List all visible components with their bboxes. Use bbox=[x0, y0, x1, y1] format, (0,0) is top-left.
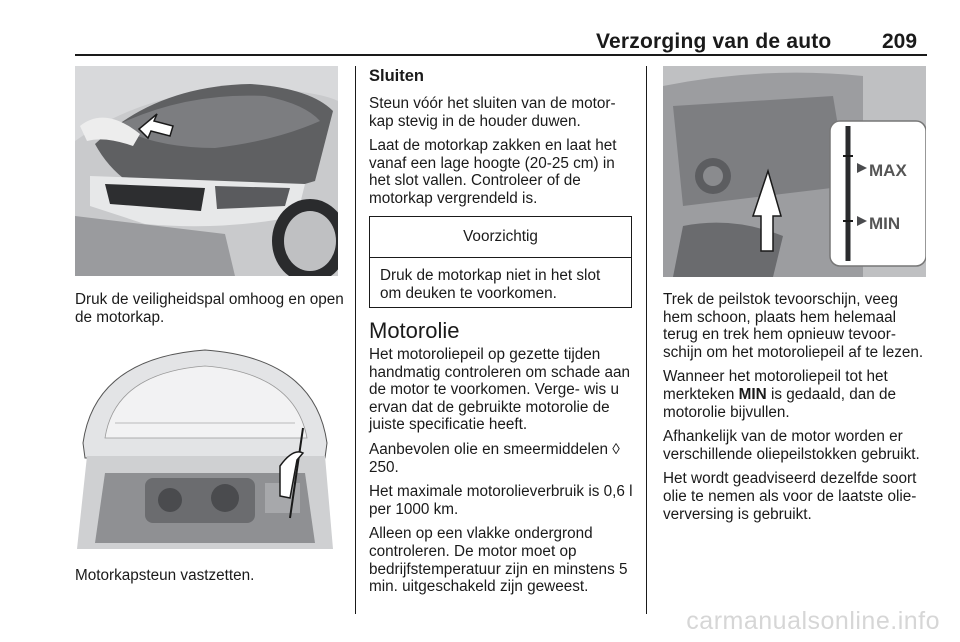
caution-title: Voorzichtig bbox=[370, 217, 631, 258]
column-divider-2 bbox=[646, 66, 647, 614]
text-run: is gedaald, dan de motorolie bijvullen. bbox=[663, 385, 896, 421]
caption-open-hood bbox=[75, 291, 345, 333]
paragraph: Aanbevolen olie en smeermiddelen ◊ 250. bbox=[369, 440, 620, 476]
column-divider-1 bbox=[355, 66, 356, 614]
engine-bay-illustration bbox=[75, 338, 338, 549]
dipstick-paragraphs bbox=[663, 291, 931, 530]
dipstick-figure bbox=[663, 66, 926, 277]
caution-text: Druk de motorkap niet in het slot om deuken te voorkomen. bbox=[380, 267, 601, 302]
dipstick-max-label: MAX bbox=[869, 161, 907, 180]
watermark: carmanualsonline.info bbox=[686, 607, 940, 635]
min-mark-bold: MIN bbox=[738, 385, 767, 403]
paragraph: Afhankelijk van de motor worden er verschillende oliepeilstokken gebruikt. bbox=[663, 428, 920, 463]
hood-support-figure bbox=[75, 338, 338, 549]
heading-sluiten: Sluiten bbox=[369, 67, 425, 85]
car-front-illustration bbox=[75, 66, 338, 276]
paragraph: Alleen op een vlakke ondergrond controleren. De motor moet op bedrijfstemperatuur zijn en minstens 5 min. uitgeschakeld zijn geweest. bbox=[369, 525, 628, 596]
paragraph: Het wordt geadviseerd dezelfde soort olie te nemen als voor de laatste olie- verversing is gebruikt. bbox=[663, 470, 917, 523]
sluiten-paragraphs bbox=[369, 95, 637, 215]
engine-dipstick-illustration bbox=[663, 66, 926, 277]
caption-hood-support bbox=[75, 567, 345, 592]
caption-text: Motorkapsteun vastzetten. bbox=[75, 567, 255, 584]
header-rule bbox=[75, 54, 927, 56]
paragraph: Het motoroliepeil op gezette tijden handmatig controleren om schade aan de motor te voorkomen. Verge- wis u ervan dat de gebruikte motorolie de juiste specificatie heeft. bbox=[369, 346, 631, 434]
text-run: Wanneer het motoroliepeil tot het merkteken bbox=[663, 368, 888, 403]
paragraph: Het maximale motorolieverbruik is 0,6 l per 1000 km. bbox=[369, 483, 633, 518]
paragraph: Laat de motorkap zakken en laat het vanaf een lage hoogte (20-25 cm) in het slot vallen. Controleer of de motorkap vergrendeld is. bbox=[369, 137, 617, 207]
paragraph-min-mark bbox=[663, 368, 931, 421]
paragraph: Trek de peilstok tevoorschijn, veeg hem schoon, plaats hem helemaal terug en trek hem opnieuw tevoor- schijn om het motoroliepeil af te lezen. bbox=[663, 291, 924, 361]
hood-release-figure bbox=[75, 66, 338, 276]
caution-box bbox=[369, 216, 632, 308]
motorolie-paragraphs bbox=[369, 346, 639, 603]
dipstick-min-label: MIN bbox=[869, 214, 901, 233]
paragraph: Steun vóór het sluiten van de motor- kap stevig in de houder duwen. bbox=[369, 95, 616, 130]
running-header-title: Verzorging van de auto bbox=[596, 30, 832, 53]
page-number: 209 bbox=[882, 30, 918, 53]
heading-motorolie: Motorolie bbox=[369, 318, 460, 343]
caption-text: Druk de veiligheidspal omhoog en open de motorkap. bbox=[75, 291, 344, 326]
